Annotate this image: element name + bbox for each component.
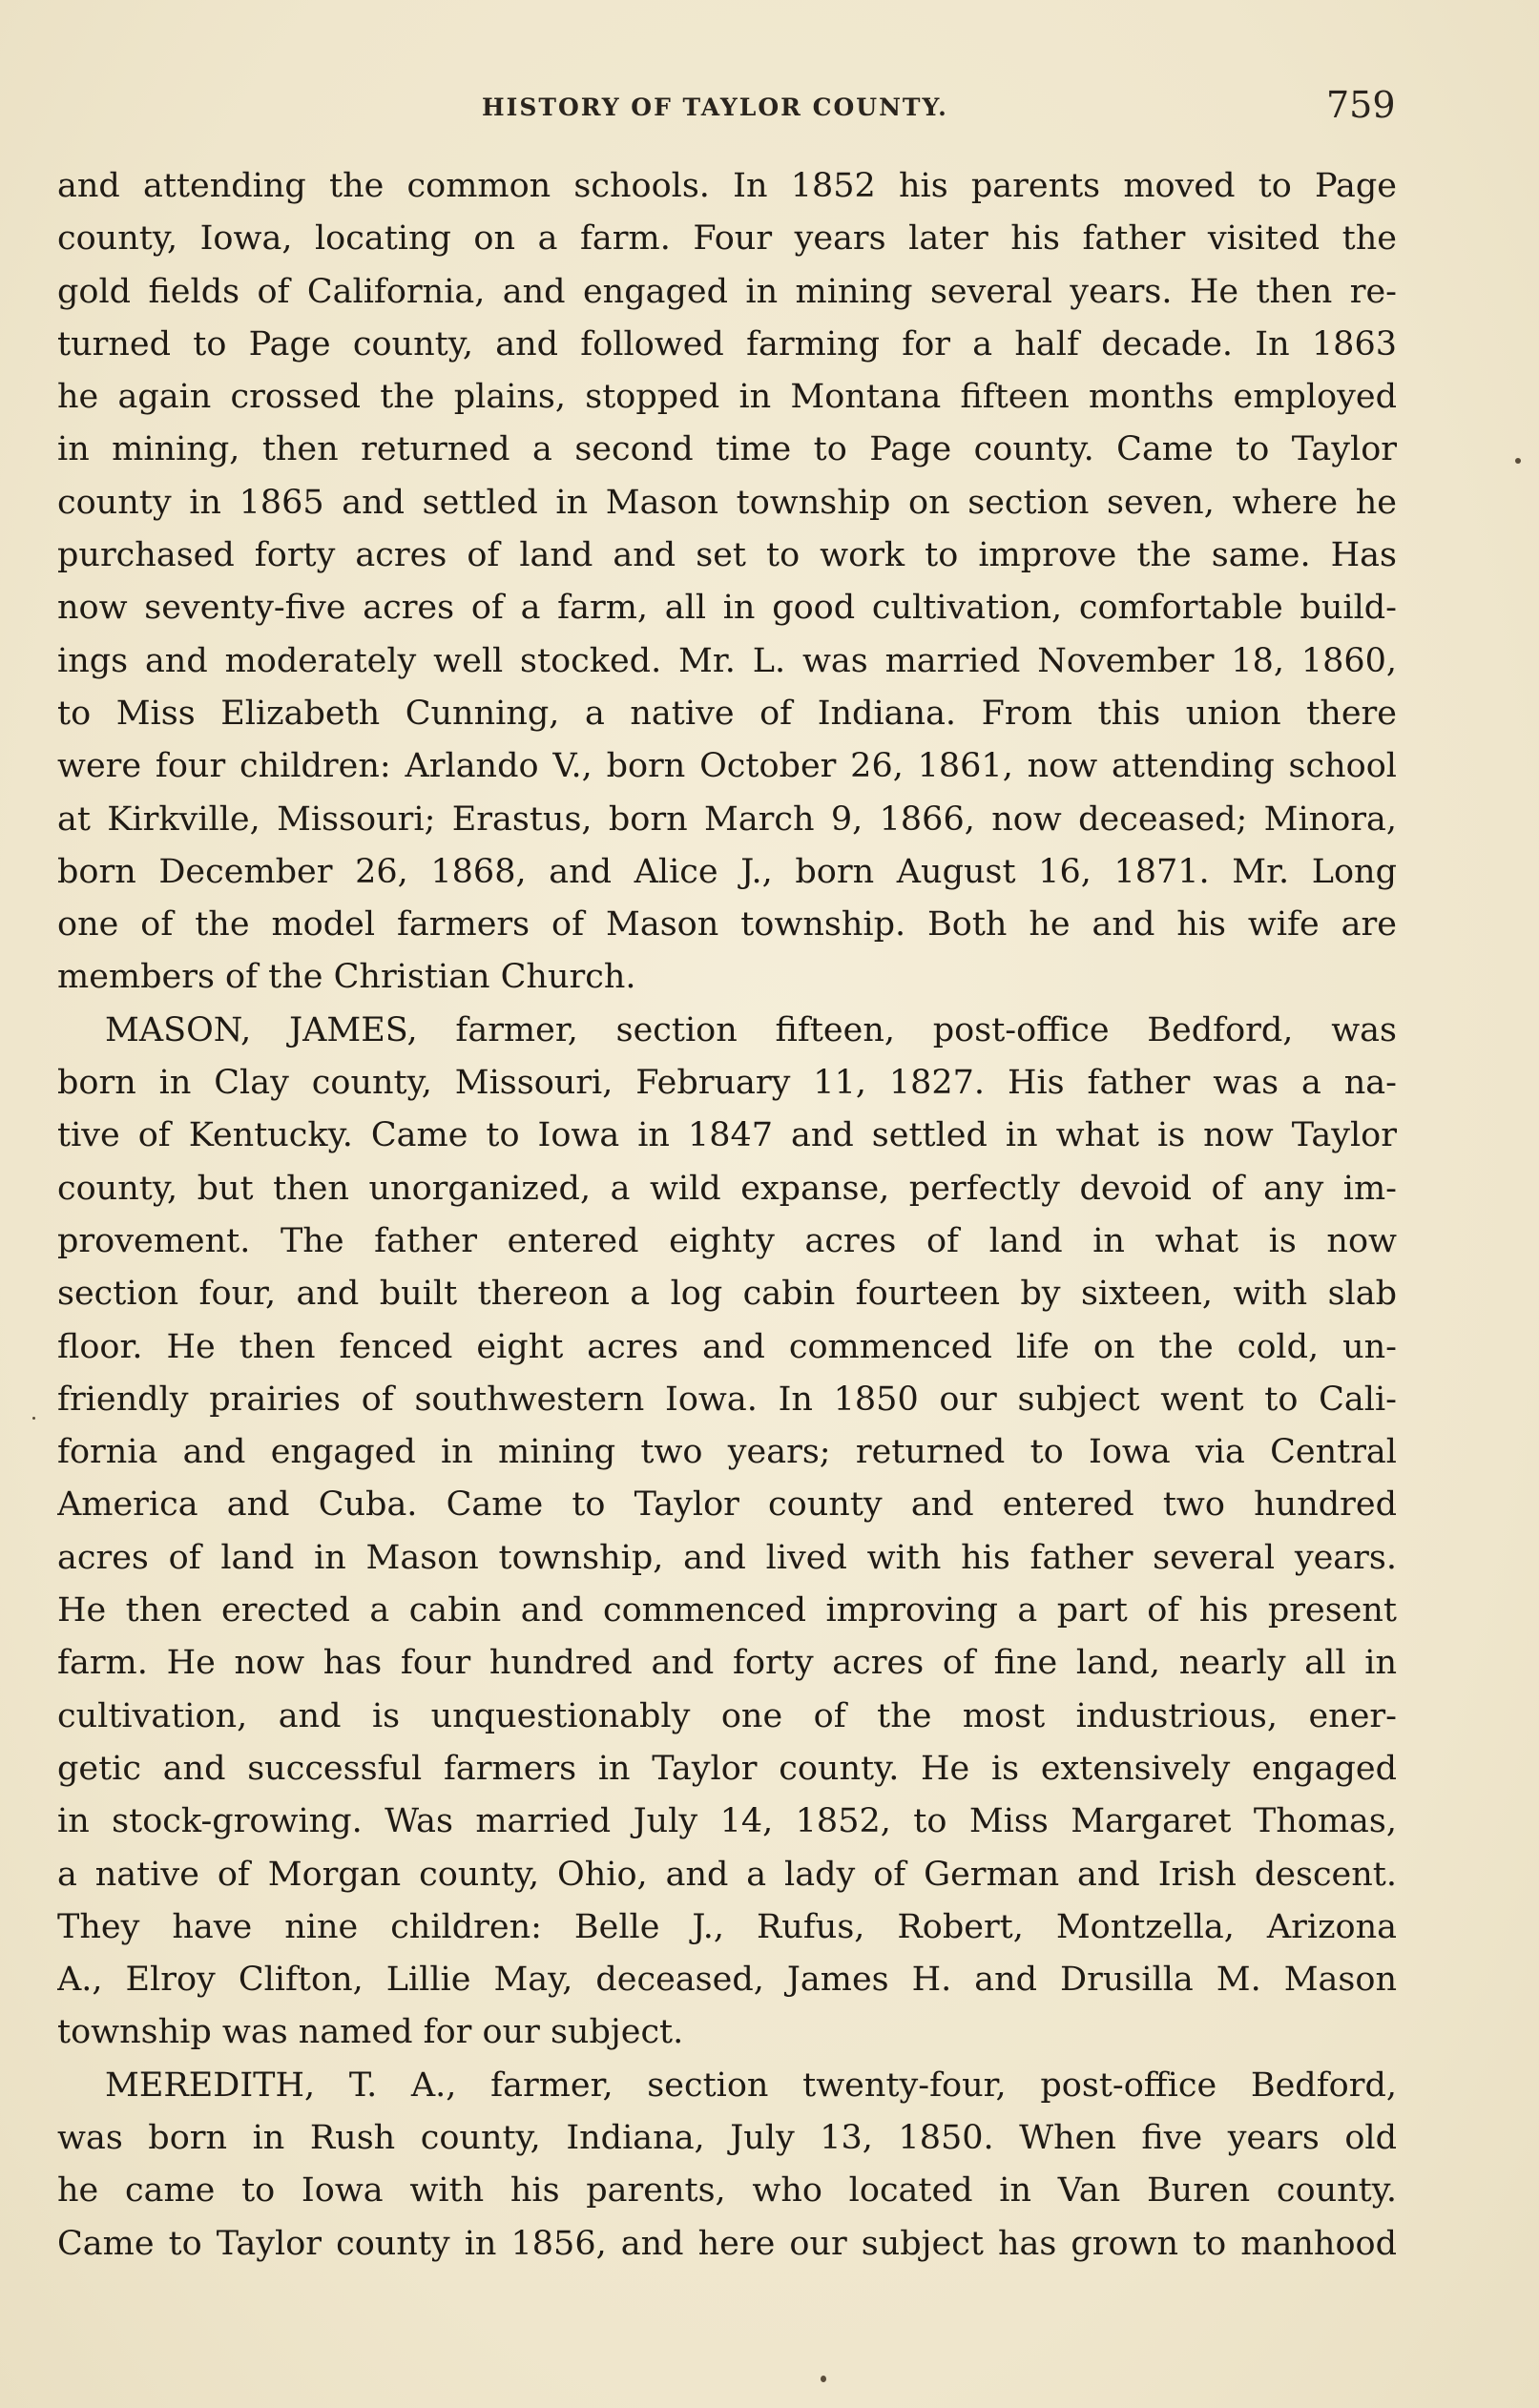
running-head: HISTORY OF TAYLOR COUNTY. xyxy=(482,93,948,121)
text-line: a native of Morgan county, Ohio, and a lady of German and Irish descent. xyxy=(57,1855,1397,1894)
text-line: was born in Rush county, Indiana, July 13, 1850. When five years old xyxy=(57,2118,1397,2157)
text-line: township was named for our subject. xyxy=(57,2013,684,2052)
text-line: in stock-growing. Was married July 14, 1852, to Miss Margaret Thomas, xyxy=(57,1802,1397,1841)
body-text xyxy=(57,160,1397,2271)
text-line: members of the Christian Church. xyxy=(57,958,636,997)
text-line: tive of Kentucky. Came to Iowa in 1847 and settled in what is now Taylor xyxy=(57,1116,1397,1155)
text-line: he again crossed the plains, stopped in Montana fifteen months employed xyxy=(57,378,1397,417)
text-line: county in 1865 and settled in Mason township on section seven, where he xyxy=(57,483,1397,522)
text-line: A., Elroy Clifton, Lillie May, deceased, James H. and Drusilla M. Mason xyxy=(57,1961,1397,2000)
text-line: He then erected a cabin and commenced improving a part of his present xyxy=(57,1591,1397,1630)
paper-speck xyxy=(821,2376,826,2382)
text-line: born in Clay county, Missouri, February 11, 1827. His father was a na- xyxy=(57,1064,1397,1103)
text-line: gold fields of California, and engaged in mining several years. He then re- xyxy=(57,272,1397,311)
text-line: friendly prairies of southwestern Iowa. In 1850 our subject went to Cali- xyxy=(57,1380,1397,1419)
text-line: ings and moderately well stocked. Mr. L. was married November 18, 1860, xyxy=(57,641,1397,680)
text-line: section four, and built thereon a log cabin fourteen by sixteen, with slab xyxy=(57,1275,1397,1314)
text-line: turned to Page county, and followed farming for a half decade. In 1863 xyxy=(57,324,1397,363)
text-line: They have nine children: Belle J., Rufus, Robert, Montzella, Arizona xyxy=(57,1907,1397,1946)
text-line: provement. The father entered eighty acres of land in what is now xyxy=(57,1221,1397,1260)
text-line: farm. He now has four hundred and forty acres of fine land, nearly all in xyxy=(57,1644,1397,1683)
text-line: purchased forty acres of land and set to work to improve the same. Has xyxy=(57,536,1397,575)
text-line: born December 26, 1868, and Alice J., born August 16, 1871. Mr. Long xyxy=(57,852,1397,891)
text-line: at Kirkville, Missouri; Erastus, born March 9, 1866, now deceased; Minora, xyxy=(57,799,1397,839)
paper-speck xyxy=(32,1417,35,1420)
text-line: county, but then unorganized, a wild expanse, perfectly devoid of any im- xyxy=(57,1169,1397,1208)
text-line: fornia and engaged in mining two years; returned to Iowa via Central xyxy=(57,1433,1397,1472)
paper-speck xyxy=(1515,458,1521,464)
entry-heading-line: MASON, JAMES, farmer, section fifteen, post-office Bedford, was xyxy=(105,1010,1397,1049)
text-line: and attending the common schools. In 1852 his parents moved to Page xyxy=(57,167,1397,205)
text-line: Came to Taylor county in 1856, and here our subject has grown to manhood xyxy=(57,2224,1397,2263)
text-line: one of the model farmers of Mason township. Both he and his wife are xyxy=(57,905,1397,945)
entry-heading-line: MEREDITH, T. A., farmer, section twenty-four, post-office Bedford, xyxy=(105,2065,1397,2105)
text-line: in mining, then returned a second time to Page county. Came to Taylor xyxy=(57,430,1397,469)
text-line: America and Cuba. Came to Taylor county and entered two hundred xyxy=(57,1485,1397,1525)
text-line: floor. He then fenced eight acres and commenced life on the cold, un- xyxy=(57,1327,1397,1366)
text-line: were four children: Arlando V., born October 26, 1861, now attending school xyxy=(57,747,1397,786)
text-line: he came to Iowa with his parents, who located in Van Buren county. xyxy=(57,2171,1397,2211)
text-line: to Miss Elizabeth Cunning, a native of Indiana. From this union there xyxy=(57,694,1397,733)
text-line: now seventy-five acres of a farm, all in good cultivation, comfortable build- xyxy=(57,589,1397,628)
text-line: county, Iowa, locating on a farm. Four years later his father visited the xyxy=(57,219,1397,259)
text-line: acres of land in Mason township, and lived with his father several years. xyxy=(57,1538,1397,1577)
text-line: getic and successful farmers in Taylor county. He is extensively engaged xyxy=(57,1749,1397,1788)
page-number: 759 xyxy=(1326,84,1396,126)
text-line: cultivation, and is unquestionably one of the most industrious, ener- xyxy=(57,1696,1397,1735)
